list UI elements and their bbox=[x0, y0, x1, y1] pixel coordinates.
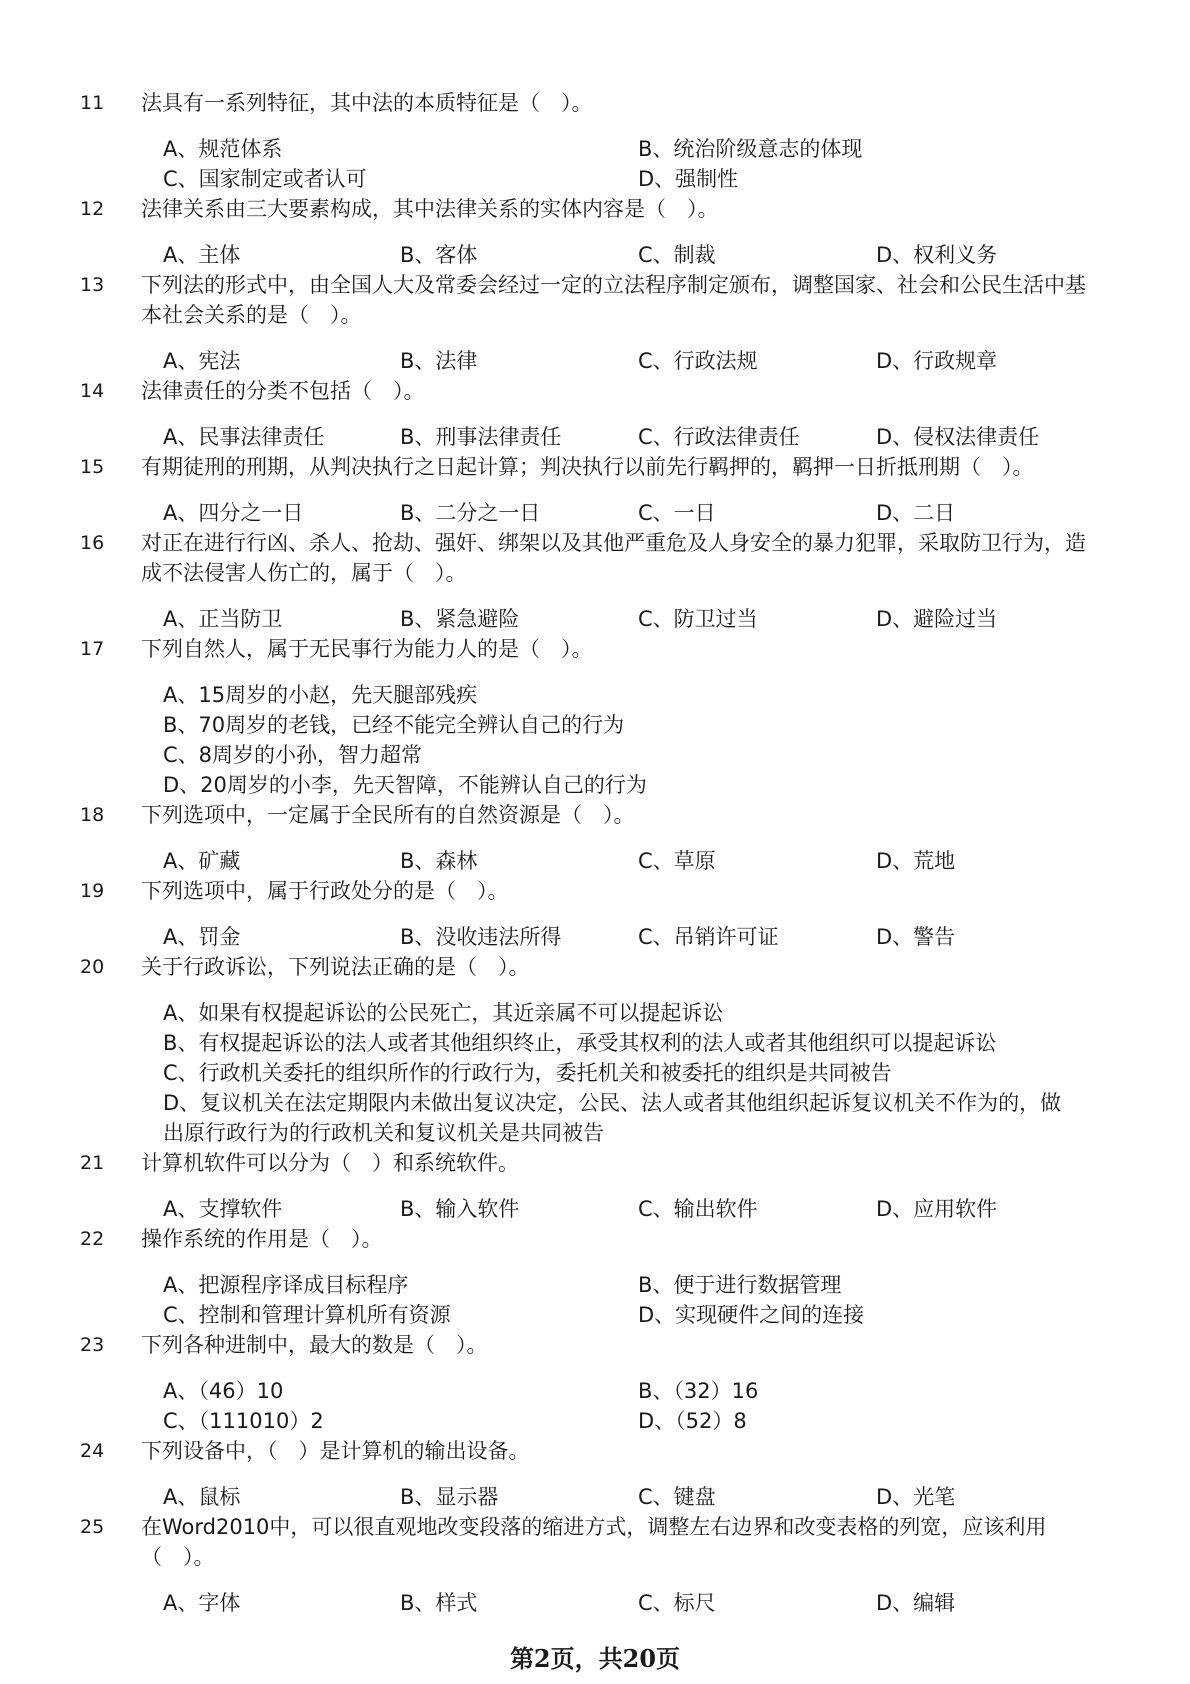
option-b: B、法律 bbox=[400, 349, 478, 373]
option-d: D、光笔 bbox=[876, 1485, 956, 1509]
question-stem: 在Word2010中，可以很直观地改变段落的缩进方式，调整左右边界和改变表格的列宽，应该利用（ ）。 bbox=[141, 1515, 1047, 1569]
option-a: A、正当防卫 bbox=[163, 607, 283, 631]
option-a: A、（46）10 bbox=[163, 1379, 284, 1403]
option-b: B、（32）16 bbox=[638, 1379, 759, 1403]
option-a: A、矿藏 bbox=[163, 849, 241, 873]
option-a: A、规范体系 bbox=[163, 137, 283, 161]
option-c: C、一日 bbox=[638, 501, 716, 525]
option-b: B、统治阶级意志的体现 bbox=[638, 137, 863, 161]
option-d: D、编辑 bbox=[876, 1591, 956, 1615]
question-number: 24 bbox=[80, 1440, 105, 1462]
option-c: C、控制和管理计算机所有资源 bbox=[163, 1303, 451, 1327]
question-number: 11 bbox=[80, 92, 105, 114]
option-a: A、鼠标 bbox=[163, 1485, 241, 1509]
question-number: 23 bbox=[80, 1334, 105, 1356]
option-d: D、侵权法律责任 bbox=[876, 425, 1040, 449]
option-c: C、标尺 bbox=[638, 1591, 716, 1615]
option-b: B、样式 bbox=[400, 1591, 478, 1615]
option-c: C、制裁 bbox=[638, 243, 716, 267]
question-stem: 下列选项中，一定属于全民所有的自然资源是（ ）。 bbox=[141, 803, 635, 827]
option-d: D、实现硬件之间的连接 bbox=[638, 1303, 865, 1327]
option-d: D、权利义务 bbox=[876, 243, 998, 267]
question-number: 17 bbox=[80, 638, 105, 660]
option-d: D、荒地 bbox=[876, 849, 956, 873]
option-a: A、宪法 bbox=[163, 349, 241, 373]
question-stem: 计算机软件可以分为（ ）和系统软件。 bbox=[141, 1151, 519, 1175]
question-number: 19 bbox=[80, 880, 105, 902]
option-a: A、支撑软件 bbox=[163, 1197, 283, 1221]
option-c: C、行政法律责任 bbox=[638, 425, 800, 449]
option-c: C、键盘 bbox=[638, 1485, 716, 1509]
option-a: A、民事法律责任 bbox=[163, 425, 325, 449]
question-stem: 下列设备中，（ ）是计算机的输出设备。 bbox=[141, 1439, 530, 1463]
question-number: 21 bbox=[80, 1152, 105, 1174]
option-a: A、如果有权提起诉讼的公民死亡，其近亲属不可以提起诉讼 bbox=[163, 1001, 724, 1025]
option-c: C、行政法规 bbox=[638, 349, 758, 373]
option-b: B、二分之一日 bbox=[400, 501, 541, 525]
option-a: A、四分之一日 bbox=[163, 501, 304, 525]
option-d: D、警告 bbox=[876, 925, 956, 949]
question-stem: 下列各种进制中，最大的数是（ ）。 bbox=[141, 1333, 488, 1357]
option-a: A、罚金 bbox=[163, 925, 241, 949]
option-b: B、客体 bbox=[400, 243, 478, 267]
option-d: D、复议机关在法定期限内未做出复议决定，公民、法人或者其他组织起诉复议机关不作为的，做出原行政行为的行政机关和复议机关是共同被告 bbox=[163, 1091, 1062, 1145]
question-number: 12 bbox=[80, 198, 105, 220]
option-c: C、草原 bbox=[638, 849, 716, 873]
option-c: C、防卫过当 bbox=[638, 607, 758, 631]
question-number: 13 bbox=[80, 274, 105, 296]
option-c: C、（111010）2 bbox=[163, 1409, 324, 1433]
option-d: D、20周岁的小李，先天智障，不能辨认自己的行为 bbox=[163, 773, 647, 797]
question-number: 15 bbox=[80, 456, 105, 478]
question-number: 18 bbox=[80, 804, 105, 826]
option-b: B、便于进行数据管理 bbox=[638, 1273, 842, 1297]
question-number: 22 bbox=[80, 1228, 105, 1250]
question-stem: 操作系统的作用是（ ）。 bbox=[141, 1227, 383, 1251]
question-stem: 关于行政诉讼，下列说法正确的是（ ）。 bbox=[141, 955, 530, 979]
option-c: C、吊销许可证 bbox=[638, 925, 779, 949]
option-d: D、应用软件 bbox=[876, 1197, 998, 1221]
option-b: B、刑事法律责任 bbox=[400, 425, 562, 449]
question-stem: 下列自然人，属于无民事行为能力人的是（ ）。 bbox=[141, 637, 593, 661]
option-d: D、强制性 bbox=[638, 167, 739, 191]
option-b: B、70周岁的老钱，已经不能完全辨认自己的行为 bbox=[163, 713, 625, 737]
question-stem: 下列法的形式中，由全国人大及常委会经过一定的立法程序制定颁布，调整国家、社会和公民生活中基本社会关系的是（ ）。 bbox=[141, 273, 1086, 327]
question-stem: 法律关系由三大要素构成，其中法律关系的实体内容是（ ）。 bbox=[141, 197, 719, 221]
option-d: D、二日 bbox=[876, 501, 956, 525]
option-c: C、国家制定或者认可 bbox=[163, 167, 367, 191]
option-c: C、8周岁的小孙，智力超常 bbox=[163, 743, 423, 767]
option-a: A、字体 bbox=[163, 1591, 241, 1615]
option-b: B、有权提起诉讼的法人或者其他组织终止，承受其权利的法人或者其他组织可以提起诉讼 bbox=[163, 1031, 997, 1055]
question-number: 25 bbox=[80, 1516, 105, 1538]
page-footer: 第2页，共20页 bbox=[509, 1644, 681, 1673]
option-d: D、（52）8 bbox=[638, 1409, 747, 1433]
option-b: B、输入软件 bbox=[400, 1197, 520, 1221]
question-stem: 法具有一系列特征，其中法的本质特征是（ ）。 bbox=[141, 91, 593, 115]
question-stem: 对正在进行行凶、杀人、抢劫、强奸、绑架以及其他严重危及人身安全的暴力犯罪，采取防卫行为，造成不法侵害人伤亡的，属于（ ）。 bbox=[141, 531, 1086, 585]
option-c: C、行政机关委托的组织所作的行政行为，委托机关和被委托的组织是共同被告 bbox=[163, 1061, 892, 1085]
option-b: B、没收违法所得 bbox=[400, 925, 562, 949]
question-stem: 下列选项中，属于行政处分的是（ ）。 bbox=[141, 879, 509, 903]
option-a: A、15周岁的小赵，先天腿部残疾 bbox=[163, 683, 478, 707]
question-number: 20 bbox=[80, 956, 105, 978]
option-b: B、显示器 bbox=[400, 1485, 499, 1509]
option-b: B、森林 bbox=[400, 849, 478, 873]
question-number: 16 bbox=[80, 532, 105, 554]
option-d: D、避险过当 bbox=[876, 607, 998, 631]
question-stem: 有期徒刑的刑期，从判决执行之日起计算；判决执行以前先行羁押的，羁押一日折抵刑期（ ）。 bbox=[141, 455, 1034, 479]
question-stem: 法律责任的分类不包括（ ）。 bbox=[141, 379, 425, 403]
option-d: D、行政规章 bbox=[876, 349, 998, 373]
option-a: A、把源程序译成目标程序 bbox=[163, 1273, 409, 1297]
option-c: C、输出软件 bbox=[638, 1197, 758, 1221]
question-number: 14 bbox=[80, 380, 105, 402]
option-a: A、主体 bbox=[163, 243, 241, 267]
option-b: B、紧急避险 bbox=[400, 607, 520, 631]
